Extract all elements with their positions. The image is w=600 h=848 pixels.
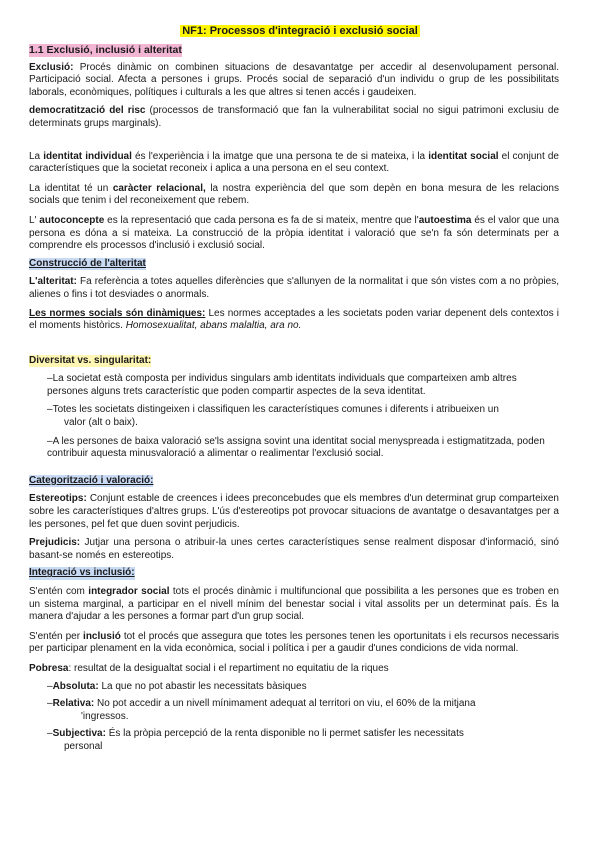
text: L' [29,214,40,226]
text: S'entén per [29,630,84,642]
paragraph-estereotips [29,493,559,531]
example-italic: Homosexualitat, abans malaltia, ara no. [125,320,302,332]
term-absoluta: Absoluta: [52,680,99,692]
text: : resultat de la desigualtat social i el repartiment no equitatiu de la riques [68,662,389,674]
text: La identitat té un [29,182,113,194]
text-risc: (processos de transformació que fan la vulnerabilitat social no sigui patrimoni exclusiu de determinats grups marginals). [29,105,559,129]
bullet-singulars [29,373,559,398]
paragraph-inclusio [29,631,559,656]
term-autoestima: autoestima [418,214,472,226]
text-exclusio: Procés dinàmic on combinen situacions de desavantatge per accedir al desenvolupament personal. Participació social. Afecta a persones i grups. Procés social de separació d'un individu o grup de les possibilitats laborals, econòmiques, polítiques i culturals a les que altres si tenen accés i gaudeixen. [29,61,559,98]
dash: – [47,728,53,740]
section-heading-diversitat: Diversitat vs. singularitat: [29,354,152,366]
paragraph-autoconcepte [29,215,559,253]
term-pobresa: Pobresa [29,662,69,674]
term-alteritat: L'alteritat: [29,276,77,288]
title-text: NF1: Processos d'integració i exclusió social [182,25,418,37]
bullet-classifiquen [29,404,559,429]
text: la nostra experiència del que som depèn en bona mesura de les relacions socials que tenim i del reconeixement que rebem. [29,182,559,207]
term-risc: democratització del risc [29,105,146,117]
section-heading-categoritzacio: Categorització i valoració: [29,474,154,486]
term-identitat-social: identitat social [428,150,499,162]
text: A les persones de baixa valoració se'ls assigna sovint una identitat social menyspreada i estigmatitzada, poden contribuir aquesta minusvaloració a alimentar o realimentar l'exclusió social. [47,435,545,460]
document-title [0,25,600,37]
text: Les normes acceptades a les societats poden variar depenent dels contextos i el moments històrics. [29,307,559,332]
text: Fa referència a totes aquelles diferències que s'allunyen de la normalitat i que són vistes com a no pròpies, alienes o fins i tot desviades o anormals. [29,276,559,300]
text: Jutjar una persona o atribuir-la unes certes característiques sense realment disposar d'informació, sinó basant-se només en estereotips. [29,537,559,561]
text: personal [64,740,103,752]
text: La societat està composta per individus singulars amb identitats individuals que comparteixen amb altres persones alguns trets característic que poden compartir aspectes de la seva identitat. [47,373,517,397]
text: es la representació que cada persona es fa de si mateix, mentre que l' [104,214,419,226]
term-exclusio: Exclusió: [29,61,74,73]
text: tot el procés que assegura que totes les persones tenen les oportunitats i els recursos necessaris per participar plenament en la vida econòmica, social i política i per a gaudir d'unes condicions de vida normal. [29,630,559,655]
paragraph-pobresa [29,663,559,676]
dash: – [47,680,53,692]
text: 'ingressos. [81,710,129,722]
bullet-relativa [29,698,559,723]
document-body [29,44,559,754]
bullet-absoluta [29,681,559,694]
paragraph-risc [29,105,559,130]
term-caracter-relacional: caràcter relacional, [112,182,206,194]
dash: – [47,404,53,416]
text: tots el procés dinàmic i multifuncional que possibilita a les persones que es troben en un sistema marginal, a participar en el nivell mínim del benestar social i vital assolits per un determinat país. És la manera d'ajudar a les persones a formar part d'un grup social. [29,586,559,623]
text: valor (alt o baix). [64,417,138,429]
text: És la pròpia percepció de la renta disponible no li permet satisfer les necessitats [105,728,464,740]
term-estereotips: Estereotips: [29,493,87,505]
bullet-baixa-valoracio [29,436,559,461]
dash: – [47,373,53,385]
term-autoconcepte: autoconcepte [39,214,105,226]
term-normes: Les normes socials són dinàmiques: [29,307,206,319]
section-heading-alteritat: Construcció de l'alteritat [29,257,146,269]
text: La [29,150,44,162]
text: No pot accedir a un nivell mínimament adequat al territori on viu, el 60% de la mitjana [94,698,476,710]
term-relativa: Relativa: [52,698,95,710]
term-identitat-individual: identitat individual [43,150,132,162]
paragraph-integrador [29,586,559,624]
dash: – [47,698,53,710]
paragraph-identitat [29,151,559,176]
term-integrador-social: integrador social [88,586,170,597]
paragraph-relacional [29,183,559,208]
text: S'entén com [29,586,89,597]
text: és l'experiència i la imatge que una persona te de si mateixa, i la [131,150,429,162]
term-inclusio: inclusió [83,630,121,642]
bullet-subjectiva [29,728,559,753]
section-heading-integracio: Integració vs inclusió: [29,567,135,579]
text: La que no pot abastir les necessitats bàsiques [98,680,307,692]
paragraph-normes [29,308,559,333]
paragraph-prejudicis [29,537,559,562]
text: Totes les societats distingeixen i classifiquen les característiques comunes i diferents i atribueixen un [52,404,499,416]
paragraph-exclusio [29,62,559,100]
text: Conjunt estable de creences i idees preconcebudes que els membres d'un determinat grup comparteixen sobre les característiques d'altres grups. L'ús d'estereotips pot provocar situacions de avantatge o desavantatges per a les persones, pel fet que duen sovint perjudicis. [29,493,559,530]
text: el conjunt de característiques que la societat reconeix i aplica a una persona en el seu context. [29,150,559,175]
dash: – [47,435,53,447]
paragraph-alteritat [29,276,559,301]
term-subjectiva: Subjectiva: [52,728,106,740]
text: és el valor que una persona es dóna a si mateixa. La construcció de la pròpia identitat i valoració que se'n fa són determinats per a comprendre els processos d'inclusió i exclusió social. [29,214,560,252]
section-heading-exclusio: 1.1 Exclusió, inclusió i alteritat [29,44,182,56]
term-prejudicis: Prejudicis: [29,537,81,549]
